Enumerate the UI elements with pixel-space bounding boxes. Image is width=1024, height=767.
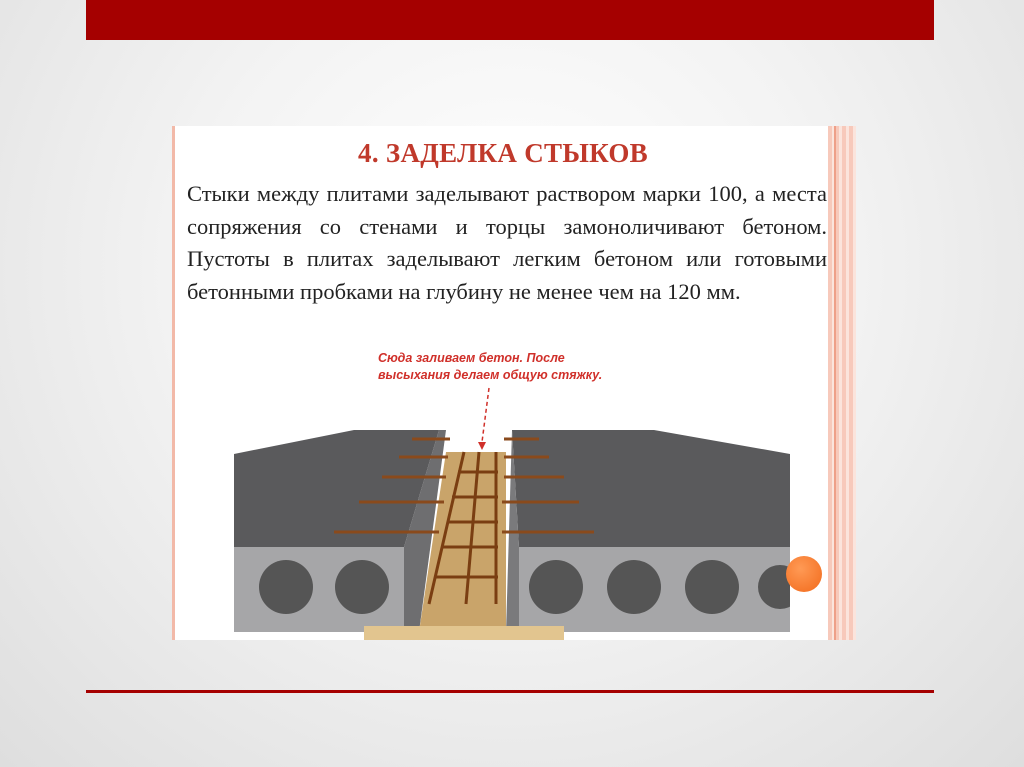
hollow-core: [335, 560, 389, 614]
hollow-core: [685, 560, 739, 614]
figure-annotation: [378, 350, 678, 384]
annotation-line-1: Сюда заливаем бетон. После: [378, 351, 565, 365]
content-card: [172, 126, 831, 640]
joint-base: [364, 626, 564, 640]
annotation-line-2: высыхания делаем общую стяжку.: [378, 368, 603, 382]
slab-joint-illustration: [234, 342, 790, 640]
decorative-stripe-edge: [834, 126, 836, 640]
slide-body-text: Стыки между плитами заделывают раствором марки 100, а места сопряжения со стенами и торцы замоноличивают бетоном. Пустоты в плитах заделывают легким бетоном или готовыми бетонными пробками на глубину не менее чем на 120 мм.: [187, 181, 827, 304]
top-accent-bar: [86, 0, 934, 40]
annotation-arrowhead: [478, 442, 486, 450]
slab-joint-drawing: [234, 342, 790, 640]
hollow-core: [607, 560, 661, 614]
annotation-pointer: [482, 388, 489, 442]
orange-circle-decoration: [786, 556, 822, 592]
right-slab-top: [512, 430, 790, 547]
decorative-stripe: [828, 126, 856, 640]
hollow-core: [529, 560, 583, 614]
slide-title: 4. ЗАДЕЛКА СТЫКОВ: [358, 138, 648, 168]
bottom-accent-line: [86, 690, 934, 693]
left-slab-top: [234, 430, 439, 547]
hollow-core: [259, 560, 313, 614]
